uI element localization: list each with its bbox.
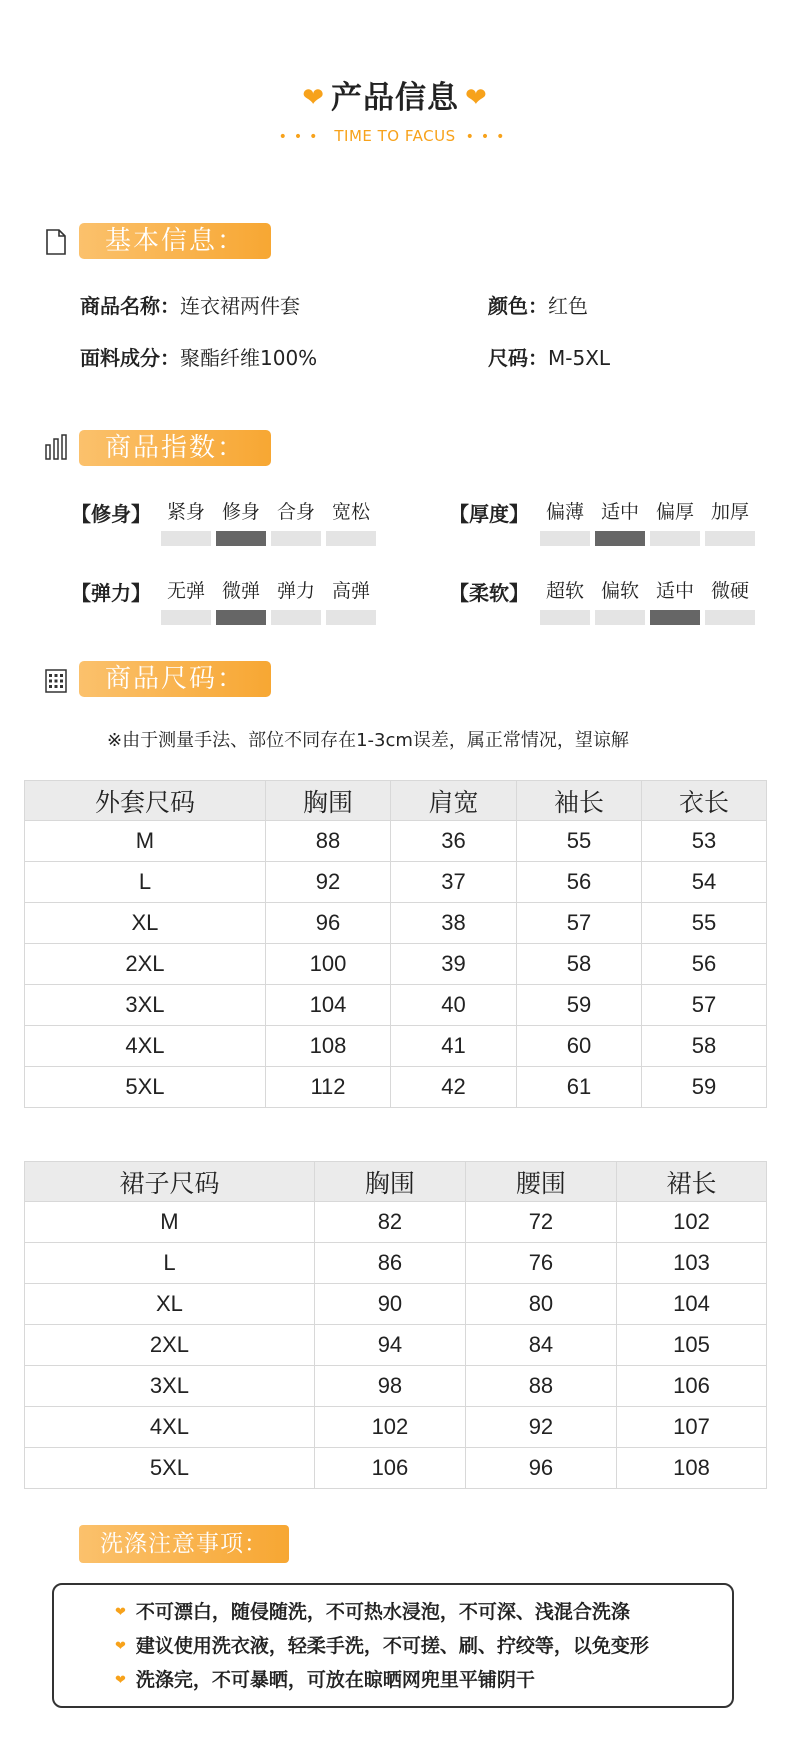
index-bar-selected — [216, 610, 266, 625]
table-cell: 112 — [265, 1067, 390, 1108]
info-product-name: 商品名称：连衣裙两件套 — [80, 294, 300, 318]
table-cell: 4XL — [25, 1026, 266, 1067]
table-header-cell: 肩宽 — [391, 781, 517, 821]
table-row — [25, 944, 767, 985]
index-option: 微硬 — [710, 580, 749, 602]
table-header-cell: 腰围 — [465, 1162, 616, 1202]
table-cell: 59 — [517, 985, 642, 1026]
table-header-cell: 衣长 — [641, 781, 766, 821]
heart-icon: ❤ — [465, 83, 488, 113]
table-cell: L — [25, 1243, 315, 1284]
index-option: 无弹 — [166, 580, 205, 602]
table-cell: 100 — [265, 944, 390, 985]
table-cell: 56 — [641, 944, 766, 985]
table-cell: M — [25, 1202, 315, 1243]
section-heading-index: 商品指数： — [79, 430, 271, 466]
index-label: 【修身】 — [71, 502, 151, 526]
table-cell: 106 — [314, 1448, 465, 1489]
section-heading-size: 商品尺码： — [79, 661, 271, 697]
table-cell: 2XL — [25, 944, 266, 985]
table-row — [25, 1202, 767, 1243]
index-option: 适中 — [655, 580, 694, 602]
index-label: 【厚度】 — [449, 502, 529, 526]
table-cell: 60 — [517, 1026, 642, 1067]
wash-item: ❤ 洗涤完，不可暴晒，可放在晾晒网兜里平铺阴干 — [115, 1669, 535, 1691]
table-cell: 108 — [616, 1448, 766, 1489]
index-option: 高弹 — [331, 580, 370, 602]
table-cell: 4XL — [25, 1407, 315, 1448]
table-cell: 55 — [517, 821, 642, 862]
info-color: 颜色：红色 — [488, 294, 588, 318]
table-cell: 36 — [391, 821, 517, 862]
index-option: 紧身 — [166, 501, 205, 523]
index-bar — [326, 531, 376, 546]
index-bar — [271, 610, 321, 625]
table-row — [25, 903, 767, 944]
bar-chart-icon — [44, 433, 68, 461]
table-cell: 37 — [391, 862, 517, 903]
measurement-note: ※由于测量手法、部位不同存在1-3cm误差，属正常情况，望谅解 — [107, 730, 629, 751]
page-subtitle: ••• TIME TO FACUS ••• — [278, 127, 512, 145]
table-cell: 58 — [641, 1026, 766, 1067]
table-row — [25, 1026, 767, 1067]
index-bar — [705, 531, 755, 546]
table-cell: 2XL — [25, 1325, 315, 1366]
index-bar — [271, 531, 321, 546]
index-bar — [650, 531, 700, 546]
info-size: 尺码：M-5XL — [488, 346, 611, 370]
table-cell: 76 — [465, 1243, 616, 1284]
table-cell: 56 — [517, 862, 642, 903]
table-cell: 57 — [641, 985, 766, 1026]
table-cell: 5XL — [25, 1067, 266, 1108]
table-cell: 58 — [517, 944, 642, 985]
index-option: 修身 — [221, 501, 260, 523]
table-header-cell: 裙长 — [616, 1162, 766, 1202]
index-bar — [705, 610, 755, 625]
table-cell: 98 — [314, 1366, 465, 1407]
table-row — [25, 1325, 767, 1366]
wash-item: ❤ 不可漂白，随侵随洗，不可热水浸泡，不可深、浅混合洗涤 — [115, 1601, 630, 1623]
index-bar-selected — [595, 531, 645, 546]
section-heading-wash: 洗涤注意事项： — [79, 1525, 289, 1563]
table-row — [25, 1067, 767, 1108]
table-cell: 104 — [616, 1284, 766, 1325]
index-option: 宽松 — [331, 501, 370, 523]
table-header-cell: 袖长 — [517, 781, 642, 821]
table-cell: 38 — [391, 903, 517, 944]
table-row — [25, 1243, 767, 1284]
table-cell: 53 — [641, 821, 766, 862]
index-option: 偏软 — [600, 580, 639, 602]
table-row — [25, 1284, 767, 1325]
table-cell: 103 — [616, 1243, 766, 1284]
index-option: 偏厚 — [655, 501, 694, 523]
index-bar-selected — [216, 531, 266, 546]
table-cell: 92 — [465, 1407, 616, 1448]
table-cell: 94 — [314, 1325, 465, 1366]
table-cell: 5XL — [25, 1448, 315, 1489]
table-cell: 84 — [465, 1325, 616, 1366]
table-cell: 96 — [265, 903, 390, 944]
index-option: 微弹 — [221, 580, 260, 602]
table-cell: 57 — [517, 903, 642, 944]
table-cell: 41 — [391, 1026, 517, 1067]
index-bar — [540, 610, 590, 625]
table-cell: 59 — [641, 1067, 766, 1108]
table-cell: XL — [25, 903, 266, 944]
heart-bullet-icon: ❤ — [115, 1605, 126, 1620]
table-row — [25, 1407, 767, 1448]
table-cell: 88 — [265, 821, 390, 862]
index-bar — [161, 531, 211, 546]
table-cell: 96 — [465, 1448, 616, 1489]
table-cell: M — [25, 821, 266, 862]
table-cell: 106 — [616, 1366, 766, 1407]
table-cell: 3XL — [25, 1366, 315, 1407]
grid-icon — [44, 666, 68, 694]
table-cell: 80 — [465, 1284, 616, 1325]
table-header-cell: 外套尺码 — [25, 781, 266, 821]
coat-size-table — [24, 780, 767, 1108]
index-label: 【柔软】 — [449, 581, 529, 605]
document-icon — [44, 228, 68, 256]
index-option: 偏薄 — [545, 501, 584, 523]
table-cell: 55 — [641, 903, 766, 944]
table-cell: 104 — [265, 985, 390, 1026]
section-heading-basic: 基本信息： — [79, 223, 271, 259]
index-bar — [326, 610, 376, 625]
table-cell: 72 — [465, 1202, 616, 1243]
index-option: 超软 — [545, 580, 584, 602]
index-option: 弹力 — [276, 580, 315, 602]
table-cell: 61 — [517, 1067, 642, 1108]
index-option: 合身 — [276, 501, 315, 523]
index-bar-selected — [650, 610, 700, 625]
table-cell: 54 — [641, 862, 766, 903]
table-header-cell: 胸围 — [314, 1162, 465, 1202]
table-cell: 82 — [314, 1202, 465, 1243]
heart-icon: ❤ — [302, 83, 325, 113]
table-cell: 107 — [616, 1407, 766, 1448]
table-cell: 92 — [265, 862, 390, 903]
index-option: 加厚 — [710, 501, 749, 523]
table-row — [25, 1366, 767, 1407]
page-title: ❤ 产品信息 ❤ — [302, 80, 488, 116]
index-bar — [161, 610, 211, 625]
skirt-size-table — [24, 1161, 767, 1489]
table-cell: 3XL — [25, 985, 266, 1026]
table-cell: 39 — [391, 944, 517, 985]
heart-bullet-icon: ❤ — [115, 1639, 126, 1654]
heart-bullet-icon: ❤ — [115, 1673, 126, 1688]
table-cell: 102 — [314, 1407, 465, 1448]
table-cell: 90 — [314, 1284, 465, 1325]
table-cell: 105 — [616, 1325, 766, 1366]
table-cell: 42 — [391, 1067, 517, 1108]
index-bar — [540, 531, 590, 546]
table-cell: 40 — [391, 985, 517, 1026]
table-row — [25, 1448, 767, 1489]
index-bar — [595, 610, 645, 625]
index-option: 适中 — [600, 501, 639, 523]
index-label: 【弹力】 — [71, 581, 151, 605]
dots-decoration: ••• — [278, 129, 325, 145]
wash-item: ❤ 建议使用洗衣液，轻柔手洗，不可搓、刷、拧绞等，以免变形 — [115, 1635, 649, 1657]
table-row — [25, 821, 767, 862]
table-cell: XL — [25, 1284, 315, 1325]
table-cell: 108 — [265, 1026, 390, 1067]
table-cell: 88 — [465, 1366, 616, 1407]
table-cell: L — [25, 862, 266, 903]
table-cell: 102 — [616, 1202, 766, 1243]
table-row — [25, 862, 767, 903]
table-header-cell: 裙子尺码 — [25, 1162, 315, 1202]
table-row — [25, 985, 767, 1026]
info-fabric: 面料成分：聚酯纤维100% — [80, 346, 318, 370]
dots-decoration: ••• — [465, 129, 512, 145]
table-cell: 86 — [314, 1243, 465, 1284]
table-header-cell: 胸围 — [265, 781, 390, 821]
